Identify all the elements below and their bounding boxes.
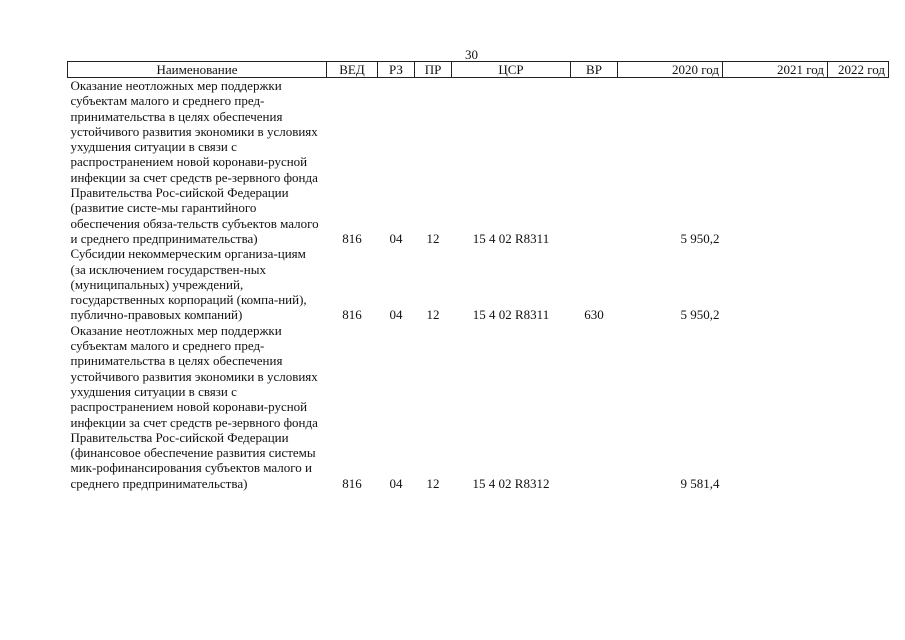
header-csr: ЦСР: [452, 62, 571, 78]
table-body: [68, 78, 889, 492]
row-2021: [723, 246, 828, 322]
table-row: [68, 323, 889, 491]
row-vr: [571, 78, 618, 247]
row-2022: [828, 246, 889, 322]
row-vr: 630: [584, 307, 604, 323]
header-name: Наименование: [68, 62, 327, 78]
header-2020: 2020 год: [618, 62, 723, 78]
header-vr: ВР: [571, 62, 618, 78]
header-2022: 2022 год: [828, 62, 889, 78]
table-row: [68, 78, 889, 247]
row-name: Оказание неотложных мер поддержки субъектам малого и среднего пред-принимательства в целях обеспечения устойчивого развития экономики в условиях ухудшения ситуации в связи с распространением новой коронави-русной инфекции за счет средств ре-зервного фонда Правительства Рос-сийской Федерации (развитие систе-мы гарантийного обеспечения обяза-тельств субъектов малого и среднего предпринимательства): [70, 78, 319, 246]
row-rz: 04: [389, 230, 403, 246]
row-name: Оказание неотложных мер поддержки субъектам малого и среднего пред-принимательства в целях обеспечения устойчивого развития экономики в условиях ухудшения ситуации в связи с распространением новой коронави-русной инфекции за счет средств ре-зервного фонда Правительства Рос-сийской Федерации (финансовое обеспечение развития системы мик-рофинансирования субъектов малого и среднего предпринимательства): [70, 322, 318, 491]
table-row: [68, 246, 889, 322]
row-2020: 9 581,4: [680, 475, 720, 491]
row-pr: 12: [426, 230, 440, 246]
header-ved: ВЕД: [327, 62, 378, 78]
header-2021: 2021 год: [723, 62, 828, 78]
header-pr: ПР: [415, 62, 452, 78]
row-csr: 15 4 02 R8311: [472, 307, 550, 323]
header-row: [68, 62, 889, 78]
row-ved: 816: [342, 307, 362, 323]
row-2020: 5 950,2: [680, 230, 720, 246]
budget-table: [67, 61, 889, 491]
row-vr: [571, 323, 618, 491]
row-rz: 04: [389, 475, 403, 491]
row-name: Субсидии некоммерческим организа-циям (за исключением государствен-ных (муниципальных) учреждений, государственных корпораций (компа-ний), публично-правовых компаний): [70, 246, 307, 323]
row-pr: 12: [426, 307, 440, 323]
row-2021: [723, 323, 828, 491]
row-2020: 5 950,2: [680, 307, 720, 323]
row-rz: 04: [389, 307, 403, 323]
row-csr: 15 4 02 R8311: [472, 230, 550, 246]
table-header: [68, 62, 889, 78]
row-pr: 12: [426, 475, 440, 491]
row-csr: 15 4 02 R8312: [472, 475, 550, 491]
row-2022: [828, 78, 889, 247]
row-2021: [723, 78, 828, 247]
row-2022: [828, 323, 889, 491]
row-ved: 816: [342, 475, 362, 491]
header-rz: РЗ: [378, 62, 415, 78]
row-ved: 816: [342, 230, 362, 246]
page-number: 30: [465, 47, 478, 62]
